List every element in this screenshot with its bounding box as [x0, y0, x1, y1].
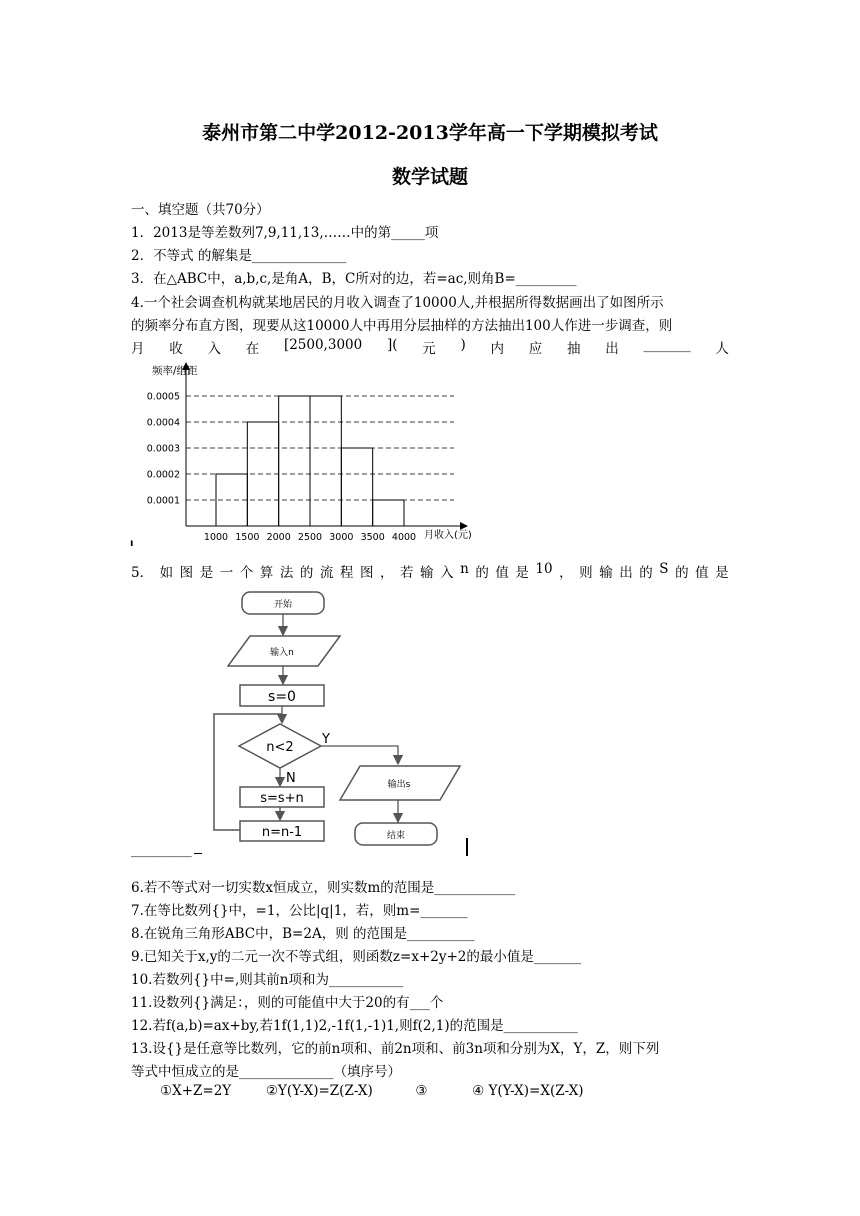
q4-token: 抽: [566, 341, 581, 357]
q5-token: 5．: [131, 565, 154, 581]
x-tick-label: 1000: [203, 532, 229, 543]
q5-token: 法: [279, 565, 294, 581]
q5-token: 一: [219, 565, 234, 581]
exam-subtitle: 数学试题: [391, 166, 468, 188]
q5-token: ，: [559, 565, 573, 581]
question-8: 8.在锐角三角形ABC中，B=2A，则 的范围是__________: [131, 926, 475, 942]
option-2: ②Y(Y-X)=Z(Z-X): [265, 1083, 373, 1099]
q5-token: ，: [379, 565, 394, 581]
question-11: 11.设数列{}满足：，则的可能值中大于20的有___个: [131, 995, 444, 1011]
question-3: 3．在△ABC中，a,b,c,是角A，B，C所对的边，若=ac,则角B=_________: [131, 271, 577, 287]
histogram-bar: [310, 396, 341, 526]
init-label: s=0: [268, 689, 296, 705]
q5-token: 如: [159, 565, 174, 581]
q5-token: 则: [579, 565, 593, 581]
input-label: 输入n: [270, 648, 294, 658]
y-tick-label: 0.0002: [146, 469, 180, 481]
q4-token: 应: [528, 341, 543, 357]
x-tick-label: 3000: [329, 532, 354, 543]
x-tick-label: 4000: [391, 532, 417, 543]
q5-token: 入: [440, 565, 454, 581]
option-1: ①X+Z=2Y: [160, 1083, 232, 1099]
q4-token: 人: [715, 341, 729, 357]
income-histogram: [128, 360, 480, 550]
q5-token: 出: [619, 565, 633, 581]
q5-token: 算: [259, 565, 274, 581]
y-tick-label: 0.0004: [146, 417, 180, 429]
start-label: 开始: [273, 600, 293, 610]
q5-token: 若: [400, 565, 414, 581]
q4-token: [2500,3000: [283, 337, 363, 353]
algorithm-flowchart: [200, 586, 480, 858]
q4-token: ](: [386, 337, 398, 353]
q5-token: 10: [535, 561, 553, 577]
q5-token: 图: [179, 565, 194, 581]
exam-title: 泰州市第二中学2012-2013学年高一下学期模拟考试: [202, 122, 658, 144]
stray-mark: ı: [130, 538, 134, 549]
x-tick-label: 2500: [297, 532, 323, 543]
question-5-blank: [131, 842, 202, 858]
q5-token: 值: [695, 565, 709, 581]
yes-label: Y: [322, 732, 330, 747]
q4-token: 元: [422, 341, 436, 357]
histogram-bar: [279, 396, 310, 526]
no-label: N: [286, 771, 296, 786]
question-4-line-2: 的频率分布直方图，现要从这10000人中再用分层抽样的方法抽出100人作进一步调查，则: [131, 318, 673, 334]
question-13-line-1: 13.设{}是任意等比数列，它的前n项和、前2n项和、前3n项和分别为X，Y，Z，则下列: [131, 1041, 660, 1057]
q5-token: 图: [359, 565, 374, 581]
q5-token: 输: [420, 565, 434, 581]
question-7: 7.在等比数列{}中，=1，公比|q|1，若，则m=_______: [131, 903, 468, 919]
output-label: 输出s: [387, 780, 411, 790]
q5-token: S: [659, 561, 669, 577]
hist-ylabel: 频率/组距: [152, 365, 198, 377]
histogram-bar: [341, 448, 372, 526]
end-label: 结束: [386, 831, 406, 841]
q5-token: 是: [515, 565, 529, 581]
q5-token: 个: [239, 565, 254, 581]
q5-token: 程: [339, 565, 354, 581]
section-heading: 一、填空题（共70分）: [131, 202, 270, 218]
y-tick-label: 0.0001: [146, 495, 180, 507]
x-tick-label: 2000: [266, 532, 291, 543]
q5-token: 输: [599, 565, 613, 581]
option-4: ④ Y(Y-X)=X(Z-X): [472, 1083, 584, 1099]
q5-token: n: [460, 561, 469, 577]
x-tick-label: 3500: [360, 532, 385, 543]
hist-xlabel: 月收入(元): [424, 530, 472, 541]
q4-token: ): [460, 337, 466, 353]
y-tick-label: 0.0005: [146, 391, 180, 403]
add-label: s=s+n: [260, 791, 304, 806]
q5-answer-blank: _________: [131, 842, 192, 858]
q5-token: 流: [319, 565, 334, 581]
question-13-line-2: 等式中恒成立的是______________（填序号）: [131, 1064, 401, 1080]
question-6: 6.若不等式对一切实数x恒成立，则实数m的范围是____________: [131, 880, 516, 896]
q5-token: 的: [299, 565, 314, 581]
question-13-options: [160, 1083, 584, 1099]
q5-token: 的: [639, 565, 653, 581]
question-12: 12.若f(a,b)=ax+by,若1f(1,1)2,-1f(1,-1)1,则f(2,1)的范围是___________: [131, 1018, 578, 1034]
question-4-line-3: [131, 337, 729, 357]
q4-token: _______: [643, 337, 691, 353]
q5-token: 是: [199, 565, 214, 581]
option-3: ③: [415, 1083, 428, 1099]
question-1: 1．2013是等差数列7,9,11,13,……中的第_____项: [131, 225, 439, 241]
q4-token: 在: [245, 341, 260, 357]
question-10: 10.若数列{}中=,则其前n项和为___________: [131, 972, 404, 988]
q5-token: 是: [715, 565, 729, 581]
question-5-line-1: [131, 561, 729, 581]
question-9: 9.已知关于x,y的二元一次不等式组，则函数z=x+2y+2的最小值是_______: [131, 949, 582, 965]
q4-token: 收: [169, 341, 183, 357]
condition-label: n<2: [266, 740, 294, 755]
q4-token: 月: [131, 341, 145, 357]
q4-token: 出: [605, 341, 619, 357]
q5-token: 值: [495, 565, 509, 581]
q4-token: 内: [490, 341, 504, 357]
x-tick-label: 1500: [235, 532, 260, 543]
q5-token: 的: [475, 565, 489, 581]
decrement-label: n=n-1: [261, 825, 303, 840]
q5-token: 的: [675, 565, 689, 581]
question-4-line-1: 4.一个社会调查机构就某地居民的月收入调查了10000人,并根据所得数据画出了如图所示: [131, 295, 664, 311]
q4-token: 入: [207, 341, 221, 357]
question-2: 2．不等式 的解集是______________: [131, 248, 347, 264]
histogram-bar: [373, 500, 404, 526]
y-tick-label: 0.0003: [146, 443, 180, 455]
